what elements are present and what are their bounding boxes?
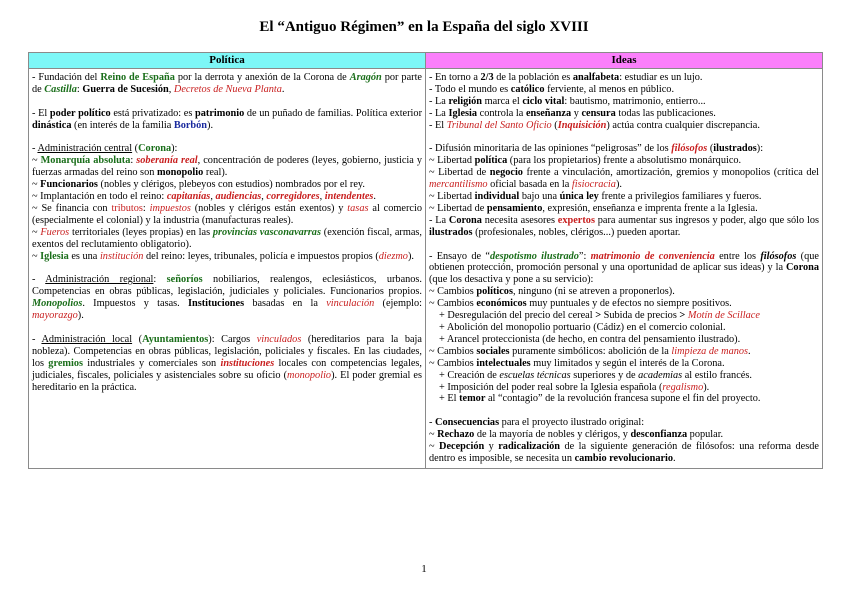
table-body-row: [29, 69, 823, 469]
paragraph-spacer: [32, 96, 422, 108]
text-run: ~ Cambios: [429, 357, 477, 369]
text-run: (que obtienen protección, promoción personal y una oportunidad de aplicar sus ideas) y la: [429, 250, 819, 274]
text-run: ”:: [578, 250, 591, 262]
paragraph-spacer: [32, 322, 422, 334]
text-run: - La: [429, 95, 449, 107]
text-run: al “contagio” de la revolución francesa supone el fin del proyecto.: [485, 393, 761, 405]
paragraph: [429, 215, 819, 239]
paragraph: [429, 298, 819, 310]
text-run: - El: [429, 119, 447, 131]
text-run: regalismo: [662, 381, 704, 393]
text-run: escuelas técnicas: [499, 369, 571, 381]
text-run: matrimonio de conveniencia: [590, 250, 715, 262]
text-run: Tribunal del Santo Oficio: [446, 119, 552, 131]
text-run: ~ Libertad de: [429, 167, 490, 179]
paragraph: [429, 143, 819, 155]
text-run: puramente simbólicos: abolición de la: [509, 345, 672, 357]
text-run: institución: [99, 250, 144, 262]
paragraph-spacer: [429, 132, 819, 144]
text-run: soberanía real: [136, 155, 198, 167]
text-run: (nobles y clérigos están exentos) y: [190, 202, 348, 214]
text-run: ilustrados: [713, 143, 757, 155]
text-run: diezmo: [378, 250, 408, 262]
text-run: - El: [32, 107, 50, 119]
text-run: . Impuestos y tasas.: [82, 298, 188, 310]
text-run: católico: [510, 83, 545, 95]
text-run: Administración regional: [45, 274, 154, 286]
text-run: para aumentar sus ingresos y poder, algo que sólo los: [594, 214, 820, 226]
text-run: Aragón: [349, 72, 382, 83]
text-run: desconfianza: [630, 429, 688, 441]
text-run: ciclo vital: [522, 95, 565, 107]
text-run: : estudiar es un lujo.: [619, 72, 703, 83]
text-run: mercantilismo: [429, 179, 488, 191]
paragraph: [429, 417, 819, 429]
text-run: Corona: [448, 214, 482, 226]
text-run: temor: [459, 393, 486, 405]
text-run: .: [281, 83, 285, 95]
text-run: - Ensayo de “: [429, 250, 490, 262]
text-run: muy limitados y según el interés de la Corona.: [530, 357, 725, 369]
text-run: única ley: [559, 191, 599, 203]
text-run: radicalización: [498, 441, 561, 453]
text-run: para el proyecto ilustrado original:: [499, 417, 645, 429]
header-politica: Política: [29, 53, 426, 69]
text-run: Borbón: [173, 119, 208, 131]
paragraph: [429, 108, 819, 120]
text-run: ).: [207, 119, 214, 131]
text-run: de un puñado de familias. Política exterior: [244, 107, 422, 119]
text-run: Monopolios: [32, 298, 83, 310]
text-run: (: [132, 143, 139, 155]
text-run: expertos: [557, 214, 595, 226]
paragraph: [429, 429, 819, 441]
comparison-table: [28, 52, 823, 469]
paragraph-spacer: [32, 132, 422, 144]
page-number: 1: [421, 563, 427, 575]
text-run: corregidores: [266, 191, 320, 203]
text-run: censura: [581, 107, 616, 119]
text-run: Iglesia: [40, 250, 69, 262]
page-title: El “Antiguo Régimen” en la España del siglo XVIII: [259, 19, 589, 35]
text-run: -: [32, 143, 38, 155]
text-run: Administración local: [41, 333, 133, 345]
text-run: está privatizado: es: [110, 107, 196, 119]
text-run: de la mayoría de nobles y clérigos, y: [474, 429, 631, 441]
paragraph-spacer: [429, 239, 819, 251]
paragraph-spacer: [32, 262, 422, 274]
text-run: vinculados: [256, 333, 302, 345]
text-run: y: [484, 441, 499, 453]
text-run: .: [373, 191, 376, 203]
paragraph: [32, 251, 422, 263]
text-run: instituciones: [220, 357, 275, 369]
paragraph: [429, 286, 819, 298]
paragraph: [429, 441, 819, 465]
text-run: tasas: [347, 202, 369, 214]
text-run: controla la: [477, 107, 526, 119]
text-run: Motín de Scillace: [687, 310, 760, 322]
text-run: Castilla: [44, 83, 77, 95]
text-run: monopolio: [156, 167, 204, 179]
paragraph: [429, 120, 819, 132]
text-run: Monarquía absoluta: [40, 155, 131, 167]
paragraph: [429, 393, 819, 405]
header-ideas: Ideas: [426, 53, 823, 69]
text-run: entre los: [714, 250, 761, 262]
text-run: gremios: [48, 357, 83, 369]
text-run: poder político: [49, 107, 111, 119]
text-run: :: [130, 155, 137, 167]
text-run: Decepción: [439, 441, 485, 453]
text-run: ~ Implantación en todo el reino:: [32, 191, 167, 203]
text-run: sociales: [476, 345, 510, 357]
text-run: ).: [77, 310, 84, 322]
text-run: provincias vasconavarras: [212, 226, 321, 238]
paragraph: [32, 108, 422, 132]
text-run: filósofos: [671, 143, 708, 155]
text-run: : bautismo, matrimonio, entierro...: [564, 95, 706, 107]
text-run: real).: [203, 167, 228, 179]
text-run: + Arancel proteccionista (de hecho, en contra del pensamiento ilustrado).: [439, 333, 741, 345]
paragraph: [429, 334, 819, 346]
text-run: pensamiento: [486, 202, 543, 214]
text-run: analfabeta: [572, 72, 620, 83]
text-run: Subida de precios: [601, 310, 680, 322]
text-run: - En torno a: [429, 72, 481, 83]
text-run: Ayuntamientos: [142, 333, 209, 345]
text-run: ~ Cambios: [429, 298, 477, 310]
text-run: y: [571, 107, 582, 119]
text-run: ) actúa contra cualquier discrepancia.: [606, 119, 760, 131]
text-run: (exención fiscal, armas, exentos del reclutamiento obligatorio).: [32, 226, 422, 250]
text-run: de la población es: [493, 72, 573, 83]
table-header-row: [29, 53, 823, 69]
paragraph: [429, 370, 819, 382]
text-run: Administración central: [37, 143, 133, 155]
text-run: ,: [210, 191, 216, 203]
text-run: ~: [32, 155, 41, 167]
text-run: frente a vinculación, amortización, gremios y monopolios (crítica del: [522, 167, 819, 179]
text-run: (nobles y clérigos, plebeyos con estudios) nombrados por el rey.: [97, 179, 365, 191]
text-run: por la derrota y anexión de la Corona de: [174, 72, 350, 83]
paragraph: [32, 227, 422, 251]
text-run: + El: [439, 393, 460, 405]
text-run: ):: [756, 143, 764, 155]
text-run: - Fundación del: [32, 72, 101, 83]
text-run: ): Cargos: [208, 333, 257, 345]
text-run: ferviente, al menos en público.: [544, 83, 675, 95]
text-run: nobiliarios, realengos, eclesiásticos, urbanos. Competencias en obras públicas, legislación, judiciales y policiales. Funcionarios propios.: [32, 274, 423, 298]
text-run: filósofos: [760, 250, 797, 262]
text-run: ~ Cambios: [429, 345, 477, 357]
text-run: muy puntuales y de efectos no siempre positivos.: [526, 298, 732, 310]
text-run: (: [707, 143, 714, 155]
text-run: , ninguno (ni se atreven a proponerlos).: [512, 286, 675, 298]
text-run: oficial basada en la: [487, 179, 572, 191]
text-run: Corona: [786, 262, 819, 274]
paragraph: [429, 155, 819, 167]
text-run: 2/3: [480, 72, 494, 83]
paragraph: [32, 155, 422, 179]
paragraph-spacer: [429, 405, 819, 417]
text-run: popular.: [687, 429, 724, 441]
text-run: industriales y comerciales son: [83, 357, 221, 369]
text-run: - La: [429, 214, 449, 226]
text-run: superiores y de: [570, 369, 639, 381]
text-run: ~: [32, 250, 41, 262]
text-run: :: [76, 83, 83, 95]
text-run: tributos: [111, 202, 143, 214]
text-run: monopolio: [287, 369, 332, 381]
text-run: ~ Libertad: [429, 155, 475, 167]
text-run: -: [429, 417, 436, 429]
text-run: ~: [429, 429, 438, 441]
text-run: individual: [474, 191, 520, 203]
text-run: ,: [261, 191, 267, 203]
text-run: al estilo francés.: [682, 369, 752, 381]
text-run: , expresión, enseñanza e imprenta frente a la Iglesia.: [542, 202, 758, 214]
text-run: negocio: [489, 167, 523, 179]
text-run: religión: [448, 95, 482, 107]
paragraph: [429, 203, 819, 215]
politica-column: [29, 69, 426, 469]
text-run: al comercio (especialmente el colonial) y la industria (manufacturas reales).: [32, 202, 422, 226]
paragraph: [429, 322, 819, 334]
text-run: Corona: [138, 143, 172, 155]
text-run: políticos: [476, 286, 513, 298]
text-run: ). El poder gremial es hereditario en la práctica.: [32, 369, 422, 393]
text-run: de la siguiente generación de filósofos: una reforma desde dentro es imposible, se necesita un: [429, 441, 819, 464]
text-run: ilustrados: [429, 226, 473, 238]
text-run: marca el: [482, 95, 523, 107]
text-run: -: [32, 333, 42, 345]
text-run: enseñanza: [525, 107, 572, 119]
text-run: impuestos: [149, 202, 191, 214]
text-run: Funcionarios: [40, 179, 98, 191]
text-run: mayorazgo: [32, 310, 78, 322]
text-run: bajo una: [519, 191, 560, 203]
ideas-cell: [426, 69, 822, 468]
paragraph: [429, 346, 819, 358]
text-run: intendentes: [324, 191, 374, 203]
text-run: política: [474, 155, 508, 167]
text-run: ~ Libertad de: [429, 202, 487, 214]
paragraph: [32, 72, 422, 96]
text-run: .: [673, 452, 676, 464]
text-run: del reino: leyes, tribunales, policía e impuestos propios (: [143, 250, 379, 262]
text-run: academias: [638, 369, 683, 381]
paragraph: [429, 96, 819, 108]
text-run: locales con competencias legales, judiciales, fiscales, policiales y asistenciales sobre su oficio (: [32, 357, 423, 381]
politica-cell: [29, 69, 425, 396]
paragraph: [429, 72, 819, 84]
text-run: Reino de España: [100, 72, 175, 83]
text-run: despotismo ilustrado: [489, 250, 579, 262]
text-run: ).: [703, 381, 710, 393]
text-run: ~: [429, 441, 440, 453]
text-run: (hereditarios para la baja nobleza). Competencias en obras públicas, legislación, policiales y fiscales. En las ciudades, los: [32, 333, 422, 369]
text-run: (para los propietarios) frente a absolutismo monárquico.: [507, 155, 742, 167]
text-run: , concentración de poderes (leyes, gobierno, justicia y fuerzas armadas del reino son: [32, 155, 422, 179]
text-run: (en interés de la familia: [71, 119, 174, 131]
text-run: Decretos de Nueva Planta: [173, 83, 282, 95]
text-run: ,: [319, 191, 325, 203]
text-run: - La: [429, 107, 449, 119]
text-run: :: [142, 202, 150, 214]
text-run: cambio revolucionario: [574, 452, 674, 464]
text-run: fisiocracia: [571, 179, 616, 191]
paragraph: [429, 167, 819, 191]
text-run: - Todo el mundo es: [429, 83, 511, 95]
text-run: ~: [32, 179, 41, 191]
paragraph: [32, 203, 422, 227]
text-run: >: [679, 310, 686, 322]
ideas-column: [426, 69, 823, 469]
text-run: ):: [171, 143, 178, 155]
text-run: (ejemplo:: [374, 298, 422, 310]
text-run: >: [595, 310, 602, 322]
paragraph: [429, 191, 819, 203]
text-run: (profesionales, nobles, clérigos...) pueden aportar.: [472, 226, 681, 238]
paragraph: [429, 84, 819, 96]
text-run: Fueros: [40, 226, 70, 238]
paragraph: [32, 179, 422, 191]
text-run: (: [551, 119, 558, 131]
text-run: por parte de: [32, 72, 422, 95]
text-run: intelectuales: [476, 357, 531, 369]
text-run: Iglesia: [448, 107, 478, 119]
text-run: necesita asesores: [481, 214, 558, 226]
text-run: Consecuencias: [435, 417, 500, 429]
text-run: dinástica: [32, 119, 72, 131]
text-run: Inquisición: [557, 119, 607, 131]
text-run: ).: [407, 250, 414, 262]
text-run: frente a privilegios familiares y fueros.: [598, 191, 762, 203]
text-run: .: [748, 345, 751, 357]
text-run: ,: [168, 83, 174, 95]
paragraph: [429, 310, 819, 322]
text-run: + Abolición del monopolio portuario (Cádiz) en el comercio colonial.: [439, 322, 726, 333]
paragraph: [32, 191, 422, 203]
text-run: es una: [68, 250, 100, 262]
text-run: vinculación: [326, 298, 375, 310]
text-run: ).: [615, 179, 622, 191]
text-run: territoriales (leyes propias) en las: [69, 226, 213, 238]
text-run: Instituciones: [188, 298, 245, 310]
text-run: económicos: [476, 298, 527, 310]
text-run: ~ Libertad: [429, 191, 475, 203]
text-run: limpieza de manos: [671, 345, 749, 357]
paragraph: [429, 358, 819, 370]
text-run: todas las publicaciones.: [615, 107, 716, 119]
text-run: ~ Se financia con: [32, 202, 112, 214]
text-run: Rechazo: [437, 429, 475, 441]
text-run: audiencias: [215, 191, 262, 203]
text-run: :: [153, 274, 167, 286]
text-run: + Creación de: [439, 369, 500, 381]
text-run: Guerra de Sucesión: [82, 83, 169, 95]
text-run: + Desregulación del precio del cereal: [439, 310, 596, 322]
text-run: (que los desactiva y pone a su servicio):: [429, 274, 594, 286]
text-run: patrimonio: [195, 107, 245, 119]
text-run: basadas en la: [244, 298, 327, 310]
text-run: señoríos: [166, 274, 203, 286]
text-run: ~: [32, 226, 41, 238]
text-run: -: [32, 274, 46, 286]
paragraph: [429, 382, 819, 394]
text-run: + Imposición del poder real sobre la Iglesia española (: [439, 381, 663, 393]
text-run: (: [132, 333, 143, 345]
paragraph: [32, 334, 422, 394]
paragraph: [429, 251, 819, 287]
paragraph: [32, 274, 422, 322]
text-run: capitanías: [166, 191, 211, 203]
text-run: ~ Cambios: [429, 286, 477, 298]
paragraph: [32, 143, 422, 155]
text-run: - Difusión minoritaria de las opiniones “peligrosas” de los: [429, 143, 672, 155]
